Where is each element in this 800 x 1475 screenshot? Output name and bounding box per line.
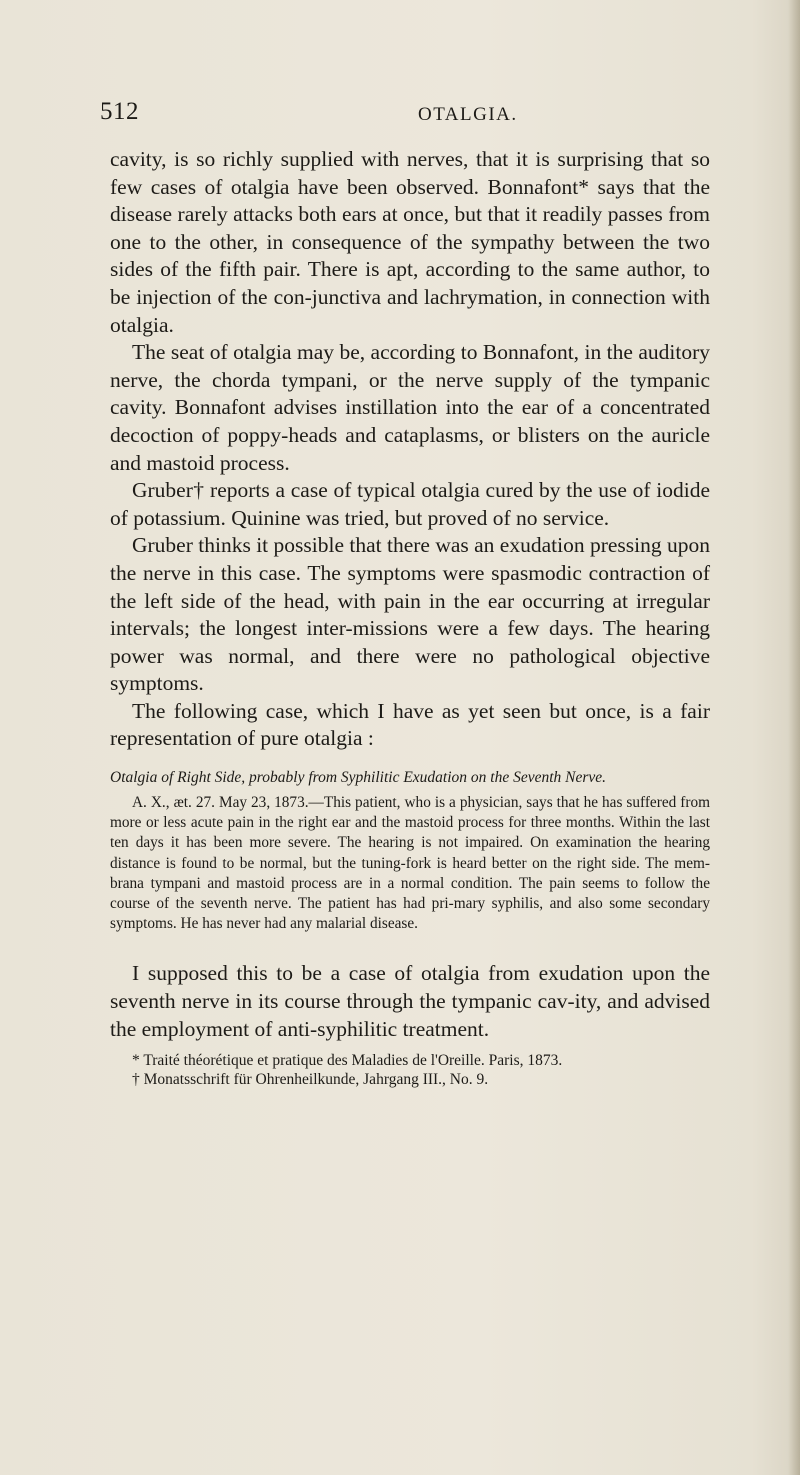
paragraph-4: Gruber thinks it possible that there was an exudation pressing upon the nerve in this case. The symptoms were spasmodic contraction of the left side of the head, with pain in the ear occurring at irregular intervals; the longest inter-missions were a few days. The hearing power was normal, and there were no pathological objective symptoms. [110, 533, 711, 696]
page-number: 512 [100, 98, 139, 125]
footnote-1: * Traité théorétique et pratique des Maladies de l'Oreille. Paris, 1873. [132, 1052, 563, 1070]
footnotes [110, 1051, 710, 1089]
page-edge-shadow [788, 0, 800, 1475]
paragraph-5: The following case, which I have as yet seen but once, is a fair representation of pure otalgia : [110, 698, 710, 751]
paragraph-3: Gruber† reports a case of typical otalgia cured by the use of iodide of potassium. Quinine was tried, but proved of no service. [110, 478, 710, 530]
page-header [100, 98, 720, 134]
paragraph-1: cavity, is so richly supplied with nerves, that it is surprising that so few cases of otalgia have been observed. Bonnafont* says that the disease rarely attacks both ears at once, but that it readily passes from one to the other, in consequence of the sympathy between the two sides of the fifth pair. There is apt, according to the same author, to be injection of the con-junctiva and lachrymation, in connection with otalgia. [110, 147, 710, 337]
running-title: OTALGIA. [418, 104, 518, 125]
conclusion-paragraph: I supposed this to be a case of otalgia from exudation upon the seventh nerve in its course through the tympanic cav-ity, and advised the employment of anti-syphilitic treatment. [110, 961, 710, 1041]
case-report: A. X., æt. 27. May 23, 1873.—This patient, who is a physician, says that he has suffered from more or less acute pain in the right ear and the mastoid process for three months. Within the last ten days it has been more severe. The hearing is not impaired. On examination the hearing distance is found to be normal, but the tuning-fork is heard better on the right side. The mem-brana tympani and mastoid process are in a normal condition. The pain seems to follow the course of the seventh nerve. The patient has had pri-mary syphilis, and also some secondary symptoms. He has never had any malarial disease. [110, 794, 710, 933]
paragraph-2: The seat of otalgia may be, according to Bonnafont, in the auditory nerve, the chorda tympani, or the nerve supply of the tympanic cavity. Bonnafont advises instillation into the ear of a concentrated decoction of poppy-heads and cataplasms, or blisters on the auricle and mastoid process. [110, 340, 710, 475]
footnote-2: † Monatsschrift für Ohrenheilkunde, Jahrgang III., No. 9. [132, 1071, 489, 1089]
page-body [110, 146, 710, 1089]
case-title: Otalgia of Right Side, probably from Syphilitic Exudation on the Seventh Nerve. [110, 769, 607, 787]
